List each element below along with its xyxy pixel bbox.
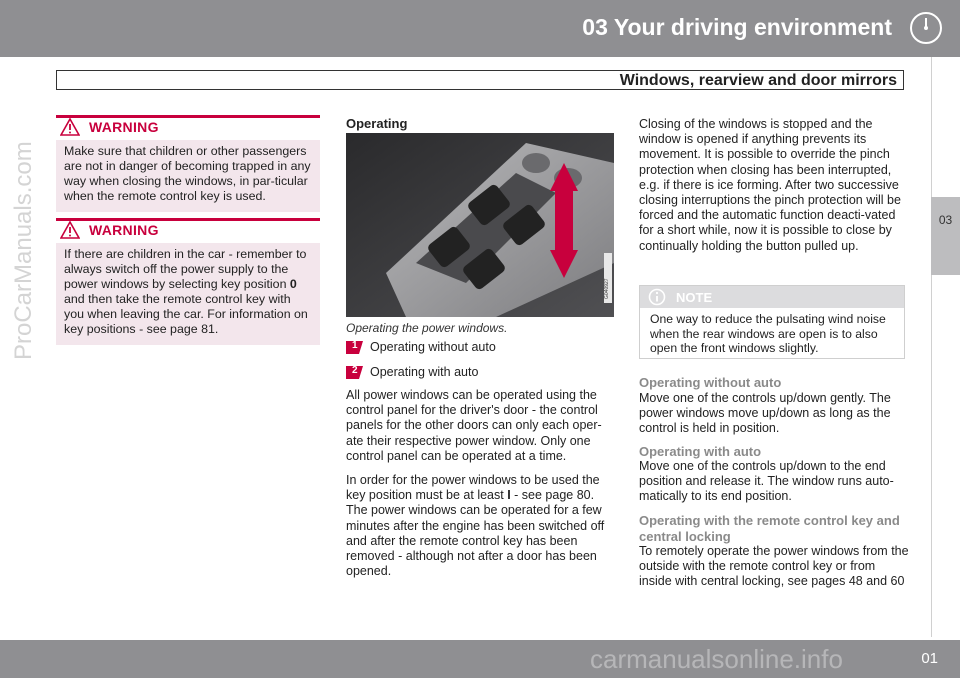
operating-paragraph-2: In order for the power windows to be used the key position must be at least I - see page 80. The power windows can be operated for a few minutes after the engine has been switched off and after the remote control key has been removed - although not after a door has been opened. [346,473,605,579]
warning-title: WARNING [89,119,159,135]
note-text: One way to reduce the pulsating wind noise when the rear windows are open is to also open the front windows slightly. [650,312,886,355]
chapter-title: 03 Your driving environment [582,14,892,40]
subhead-remote-control: Operating with the remote control key and central locking [639,513,900,544]
warning-header [56,115,320,140]
side-divider [931,57,932,637]
operating-paragraph-1: All power windows can be operated using the control panel for the driver's door - the control panels for the other doors can only each oper-ate their respective power window. Only one control panel can be operated at a time. [346,388,602,463]
warning-text: Make sure that children or other passengers are not in danger of becoming trapped in any way when closing the windows, in par-ticular when the remote control key is used. [64,144,311,203]
chapter-tab[interactable] [931,197,960,275]
section-title: Windows, rearview and door mirrors [619,72,897,89]
note-box [639,285,905,359]
operating-title: Operating [346,116,408,131]
photo-caption: Operating the power windows. [346,321,508,335]
power-window-photo [346,133,614,317]
warning-triangle-icon [60,118,80,136]
without-auto-paragraph: Move one of the controls up/down gently. The power windows move up/down as long as the control is held in position. [639,391,891,436]
section-header [56,70,904,90]
photo-code: G040927 [604,278,610,299]
gauge-icon [906,8,946,48]
header-bar [0,0,960,57]
legend-label: Operating without auto [370,340,496,354]
note-title: NOTE [676,290,713,305]
info-icon [648,288,666,306]
legend-label: Operating with auto [370,365,479,379]
warning-text: If there are children in the car - remember to always switch off the power supply to the power windows by selecting key position 0 and then take the remote control key with you when leaving the car. For information on key positions - see page 81. [64,247,308,336]
warning-triangle-icon [60,221,80,239]
watermark-left: ProCarManuals.com [10,141,37,360]
power-window-switch-illustration [346,133,614,317]
warning-header [56,218,320,243]
subhead-without-auto: Operating without auto [639,375,782,390]
subhead-with-auto: Operating with auto [639,444,762,459]
warning-title: WARNING [89,222,159,238]
note-header [640,286,904,308]
watermark-bottom: carmanualsonline.info [590,644,843,674]
legend-number: 1 [352,340,358,351]
legend-number: 2 [352,365,358,376]
warning-box-2 [56,218,320,345]
page-number: 01 [921,650,938,667]
chapter-tab-label: 03 [938,213,953,227]
warning-box-1 [56,115,320,212]
pinch-protection-paragraph: Closing of the windows is stopped and the window is opened if anything prevents its movement. It is possible to override the pinch protection when closing has been interrupted, e.g. if there is ice forming. After two successive closing interruptions the pinch protection will be forced and the automatic function deacti-vated for a short while, now it is possible to close by continually holding the button pulled up. [639,117,901,253]
with-auto-paragraph: Move one of the controls up/down to the end position and release it. The window runs auto-matically to its end position. [639,459,894,504]
remote-control-paragraph: To remotely operate the power windows from the outside with the remote control key or from inside with central locking, see pages 48 and 60 [639,544,909,589]
